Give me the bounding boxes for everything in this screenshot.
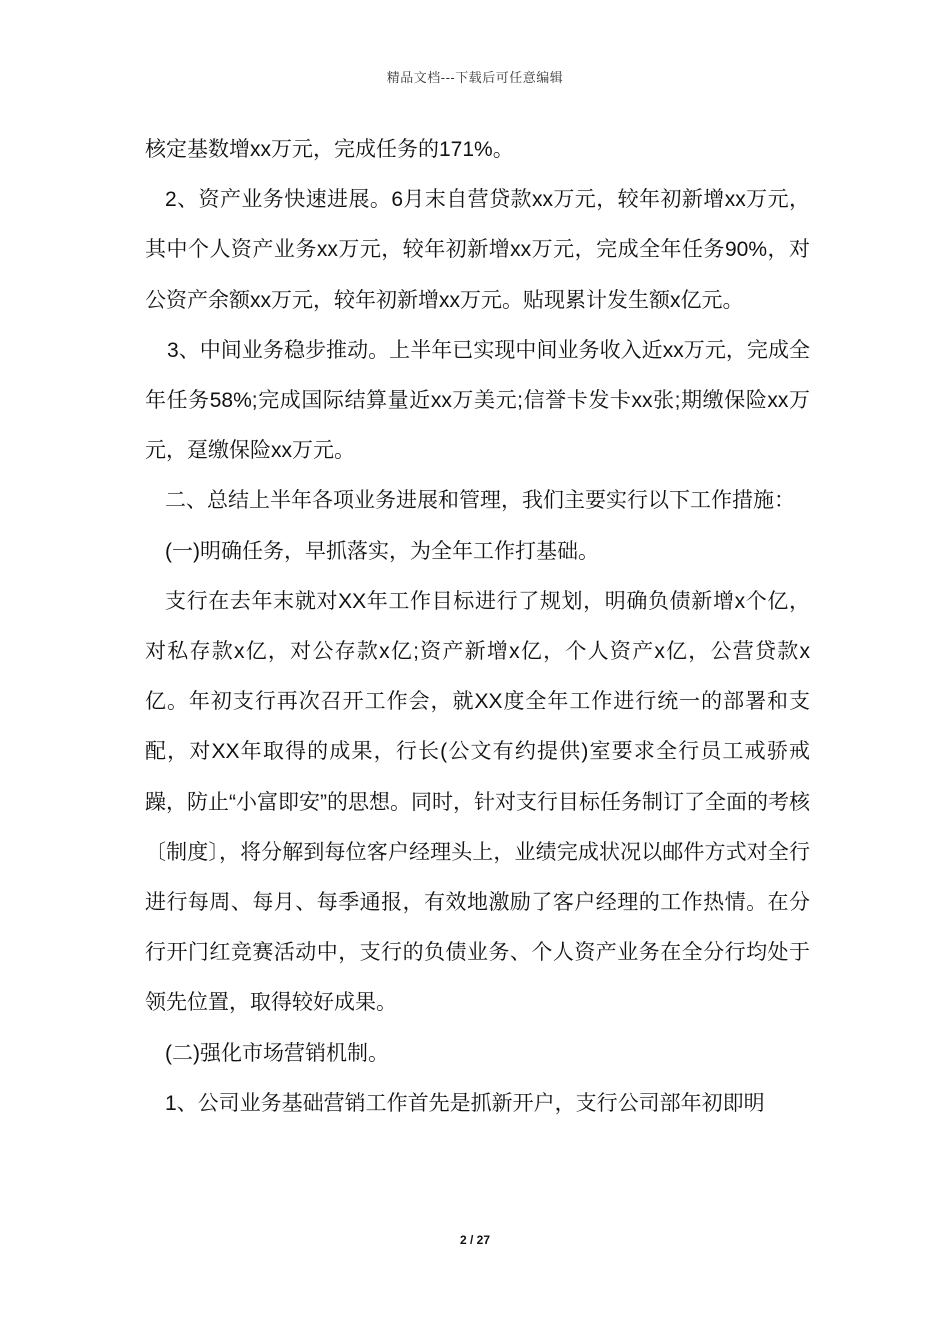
page-number: 2 / 27 bbox=[459, 1233, 491, 1247]
paragraph-section-two-heading: 二、总结上半年各项业务进展和管理，我们主要实行以下工作措施： bbox=[165, 489, 795, 513]
paragraph-continuation: 核定基数增xx万元，完成任务的171%。 bbox=[145, 138, 514, 161]
paragraph-planning: 支行在去年末就对XX年工作目标进行了规划，明确负债新增x个亿，对私存款x亿，对公存款x亿;资产新增x亿，个人资产x亿，公营贷款x亿。年初支行再次召开工作会，就XX度全年工作进行统一的部署和支配，对XX年取得的成果，行长(公文有约提供)室要求全行员工戒骄戒躁，防止“小富即安”的思想。同时，针对支行目标任务制订了全面的考核〔制度〕，将分解到每位客户经理头上，业绩完成状况以邮件方式对全行进行每周、每月、每季通报，有效地激励了客户经理的工作热情。在分行开门红竞赛活动中，支行的负债业务、个人资产业务在全分行均处于领先位置，取得较好成果。 bbox=[145, 589, 810, 1015]
paragraph-intermediate-business: 3、中间业务稳步推动。上半年已实现中间业务收入近xx万元，完成全年任务58%;完成国际结算量近xx万美元;信誉卡发卡xx张;期缴保险xx万元，趸缴保险xx万元。 bbox=[145, 338, 810, 463]
paragraph-subheading-two: (二)强化市场营销机制。 bbox=[165, 1041, 389, 1065]
page-header: 精品文档---下载后可任意编辑 bbox=[386, 70, 564, 85]
paragraph-asset-business: 2、资产业务快速进展。6月末自营贷款xx万元，较年初新增xx万元，其中个人资产业务xx万元，较年初新增xx万元，完成全年任务90%，对公资产余额xx万元，较年初新增xx万元。贴现累计发生额x亿元。 bbox=[145, 188, 810, 312]
paragraph-subheading-one: (一)明确任务，早抓落实，为全年工作打基础。 bbox=[165, 539, 599, 563]
document-body bbox=[145, 125, 810, 1129]
paragraph-corporate-marketing: 1、公司业务基础营销工作首先是抓新开户，支行公司部年初即明 bbox=[165, 1091, 765, 1115]
